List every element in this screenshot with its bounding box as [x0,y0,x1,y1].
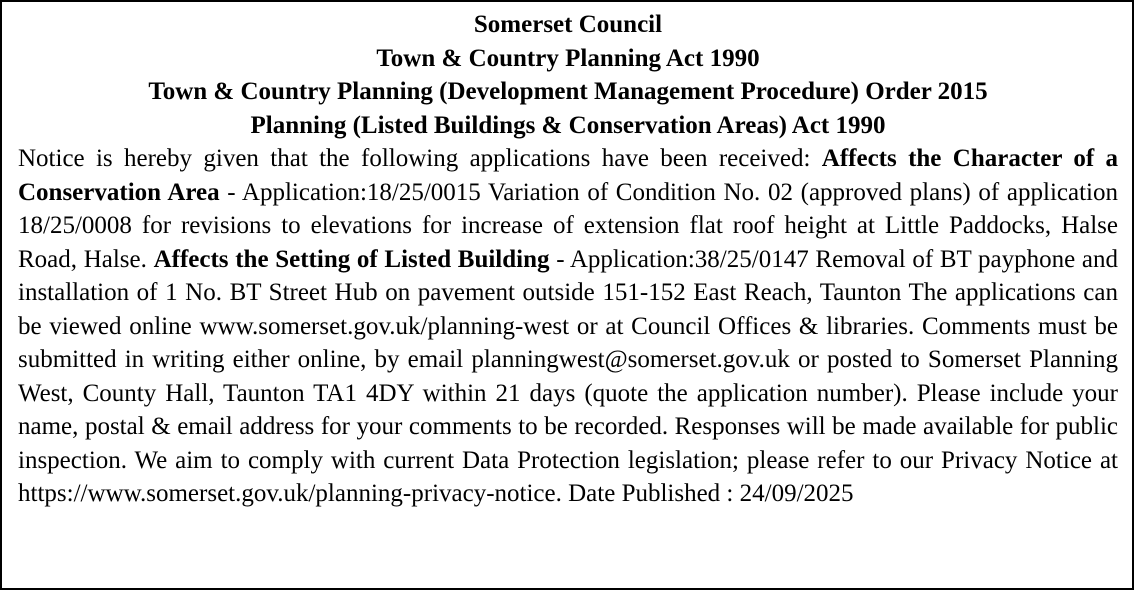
listed-buildings-act-heading: Planning (Listed Buildings & Conservation Areas) Act 1990 [250,111,886,139]
notice-intro: Notice is hereby given that the following applications have been received: [18,145,822,172]
application-18-25-0015: - Application:18/25/0015 Variation of Condition No. 02 (approved plans) of application 18/25/0008 for revisions to elevations for increase of extension flat roof height at Little Paddocks, Halse Road, Halse. [18,178,1118,273]
notice-body [18,142,1118,511]
act-1990-heading: Town & Country Planning Act 1990 [376,44,760,72]
notice-headings [18,8,1118,142]
category-conservation-area: Affects the Character of a Conservation Area [18,145,1119,206]
category-listed-building: Affects the Setting of Listed Building [153,245,550,273]
order-2015-heading: Town & Country Planning (Development Management Procedure) Order 2015 [148,78,988,105]
application-38-25-0147: - Application:38/25/0147 Removal of BT payphone and installation of 1 No. BT Street Hub on pavement outside 151-152 East Reach, Taunton The applications can be viewed online www.somerset.gov.uk/planning-west or at Council Offices & libraries. Comments must be submitted in writing either online, by email planningwest@somerset.gov.uk or posted to Somerset Planning West, County Hall, Taunton TA1 4DY within 21 days (quote the application number). Please include your name, postal & email address for your comments to be recorded. Responses will be made available for public inspection. We aim to comply with current Data Protection legislation; please refer to our Privacy Notice at https://www.somerset.gov.uk/planning-privacy-notice. Date Published : 24/09/2025 [18,245,1119,507]
council-heading: Somerset Council [473,11,663,38]
